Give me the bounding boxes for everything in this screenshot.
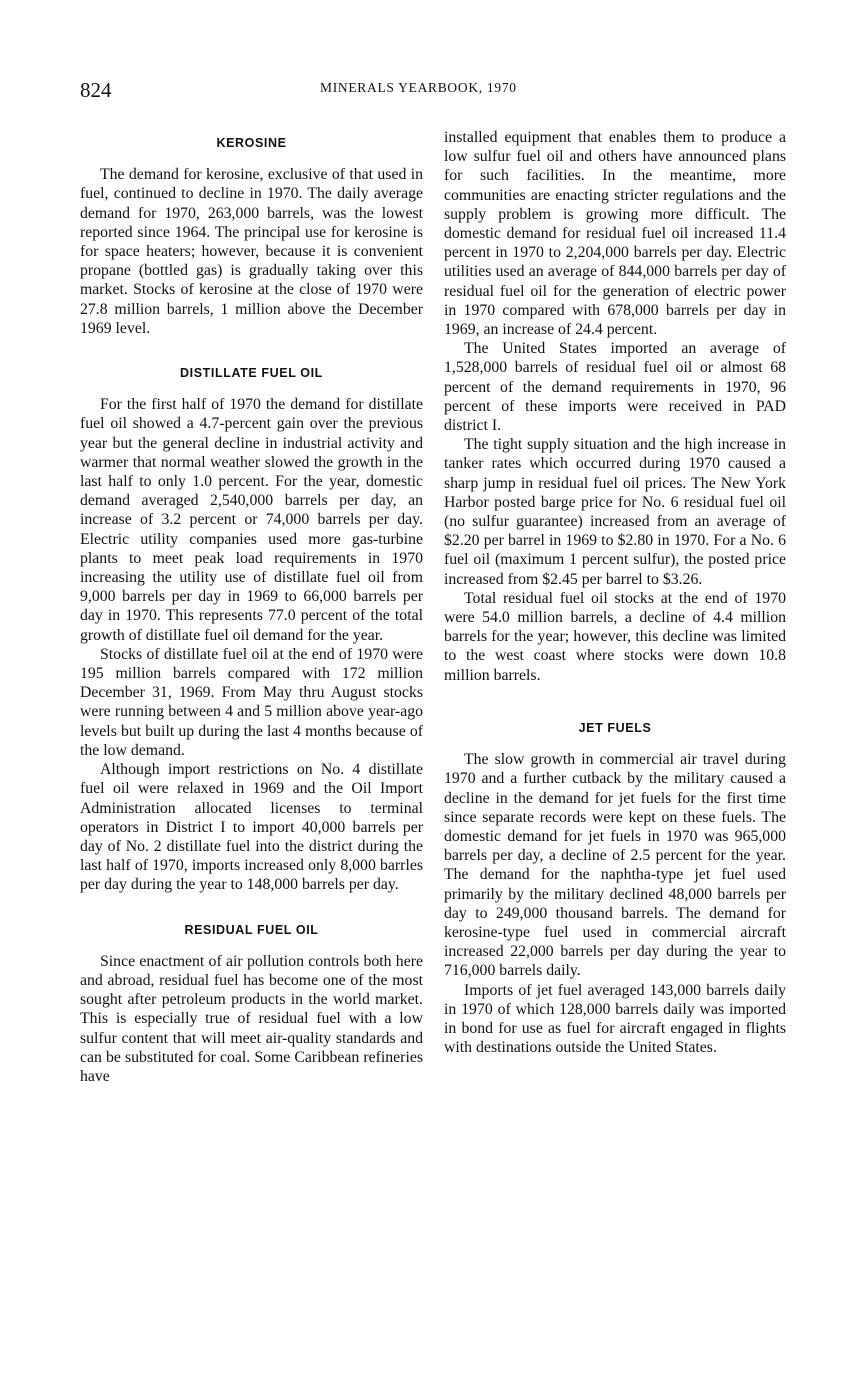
jet-paragraph-2: Imports of jet fuel averaged 143,000 barrels daily in 1970 of which 128,000 barrels daily was imported in bond for use as fuel for aircraft engaged in flights with destinations outside the United States.: [444, 981, 786, 1057]
running-title: MINERALS YEARBOOK, 1970: [320, 80, 517, 95]
residual-paragraph-1: Since enactment of air pollution controls both here and abroad, residual fuel has become one of the most sought after petroleum products in the world market. This is especially true of residual fuel with a low sulfur content that will meet air-quality standards and can be substituted for coal. Some Caribbean refineries have: [80, 952, 423, 1085]
section-heading-jet-fuels: JET FUELS: [578, 720, 652, 735]
residual-paragraph-3: The tight supply situation and the high increase in tanker rates which occurred during 1970 caused a sharp jump in residual fuel oil prices. The New York Harbor posted barge price for No. 6 residual fuel oil (no sulfur guarantee) increased from an average of $2.20 per barrel in 1969 to $2.80 in 1970. For a No. 6 fuel oil (maximum 1 percent sulfur), the posted price increased from $2.45 per barrel to $3.26.: [444, 436, 786, 588]
section-heading-kerosine: KEROSINE: [216, 136, 287, 150]
section-heading-residual: RESIDUAL FUEL OIL: [184, 922, 319, 937]
jet-paragraph-1: The slow growth in commercial air travel during 1970 and a further cutback by the military caused a decline in the demand for jet fuels for the first time since separate records were kept on these fuels. The domestic demand for jet fuels in 1970 was 965,000 barrels per day, a decline of 2.5 percent for the year. The demand for the naphtha-type jet fuel used primarily by the military declined 48,000 barrels per day to 249,000 thousand barrels. The demand for kerosine-type fuel used in commercial aircraft increased 22,000 barrels per day during the year to 716,000 barrels daily.: [444, 751, 786, 980]
residual-paragraph-2: The United States imported an average of 1,528,000 barrels of residual fuel oil or almost 68 percent of the demand requirements in 1970, 96 percent of these imports were received in PAD district I.: [444, 340, 786, 435]
section-heading-distillate: DISTILLATE FUEL OIL: [180, 366, 323, 381]
distillate-paragraph-1: For the first half of 1970 the demand for distillate fuel oil showed a 4.7-percent gain over the previous year but the general decline in industrial activity and warmer that normal weather slowed the growth in the last half to only 1.0 percent. For the year, domestic demand averaged 2,540,000 barrels per day, an increase of 3.2 percent or 74,000 barrels per day. Electric utility companies used more gas-turbine plants to meet peak load requirements in 1970 increasing the utility use of distillate fuel oil from 9,000 barrels per day in 1969 to 66,000 barrels per day in 1970. This represents 77.0 percent of the total growth of distillate fuel oil demand for the year.: [80, 396, 423, 644]
residual-paragraph-1-continued: installed equipment that enables them to produce a low sulfur fuel oil and others have announced plans for such facilities. In the meantime, more communities are enacting stricter regulations and the supply problem is growing more difficult. The domestic demand for residual fuel oil increased 11.4 percent in 1970 to 2,204,000 barrels per day. Electric utilities used an average of 844,000 barrels per day of residual fuel oil for the generation of electric power in 1970 compared with 678,000 barrels per day in 1969, an increase of 24.4 percent.: [444, 129, 786, 339]
kerosine-paragraph: The demand for kerosine, exclusive of that used in fuel, continued to decline in 1970. The daily average demand for 1970, 263,000 barrels, was the lowest reported since 1964. The principal use for kerosine is for space heaters; however, because it is convenient propane (bottled gas) is gradually taking over this market. Stocks of kerosine at the close of 1970 were 27.8 million barrels, 1 million above the December 1969 level.: [80, 166, 423, 337]
residual-paragraph-4: Total residual fuel oil stocks at the end of 1970 were 54.0 million barrels, a decline of 4.4 million barrels for the year; however, this decline was limited to the west coast where stocks were down 10.8 million barrels.: [444, 589, 786, 684]
page-number: 824: [80, 78, 112, 102]
right-column: [444, 128, 786, 1057]
distillate-paragraph-3: Although import restrictions on No. 4 distillate fuel oil were relaxed in 1969 and the Oil Import Administration allocated licenses to terminal operators in District I to import 40,000 barrels per day of No. 2 distillate fuel into the district during the last half of 1970, imports increased only 8,000 barrles per day during the year to 148,000 barrels per day.: [80, 761, 423, 894]
distillate-paragraph-2: Stocks of distillate fuel oil at the end of 1970 were 195 million barrels compared with 172 million December 31, 1969. From May thru August stocks were running between 4 and 5 million above year-ago levels but built up during the last 4 months because of the low demand.: [80, 645, 423, 759]
left-column: [80, 128, 423, 1086]
